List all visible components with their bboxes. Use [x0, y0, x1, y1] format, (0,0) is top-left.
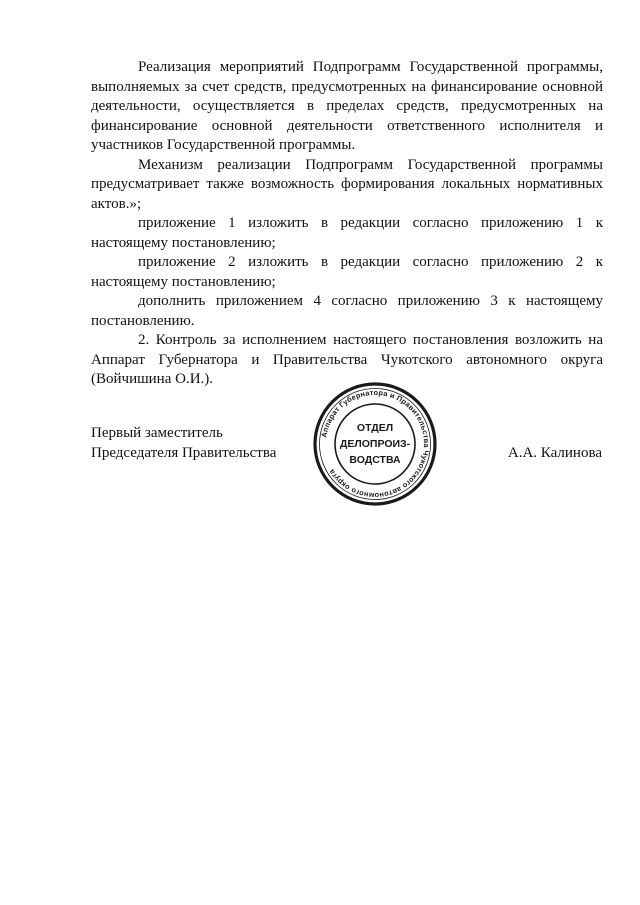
official-stamp: [312, 381, 438, 507]
paragraph-control: 2. Контроль за исполнением настоящего постановления возложить на Аппарат Губернатора и Правительства Чукотского автономного округа (Войчишина О.И.).: [91, 332, 603, 387]
signatory-title-line2: Председателя Правительства: [91, 444, 277, 461]
paragraph-appendix-4: дополнить приложением 4 согласно приложению 3 к настоящему постановлению.: [91, 293, 603, 329]
signatory-title-line1: Первый заместитель: [91, 425, 223, 441]
signatory-title: [91, 424, 276, 463]
document-body: [91, 58, 603, 390]
paragraph-appendix-1: приложение 1 изложить в редакции согласно приложению 1 к настоящему постановлению;: [91, 215, 603, 251]
paragraph-mechanism: Механизм реализации Подпрограмм Государственной программы предусматривает также возможность формирования локальных нормативных актов.»;: [91, 156, 603, 212]
stamp-center-line2: ДЕЛОПРОИЗ-: [339, 438, 411, 450]
stamp-center-line1: ОТДЕЛ: [356, 422, 394, 434]
paragraph-appendix-2: приложение 2 изложить в редакции согласно приложению 2 к настоящему постановлению;: [91, 254, 603, 290]
paragraph-implementation: Реализация мероприятий Подпрограмм Государственной программы, выполняемых за счет средств, предусмотренных на финансирование основной деятельности, осуществляется в пределах средств, предусмотренных на финансирование основной деятельности ответственного исполнителя и участников Государственной программы.: [91, 59, 603, 153]
stamp-ring-text: Аппарат Губернатора и Правительства Чукотского автономного округа: [319, 387, 432, 501]
stamp-center-line3: ВОДСТВА: [349, 454, 401, 466]
stamp-graphic: [312, 381, 438, 507]
signatory-name: А.А. Калинова: [507, 445, 602, 461]
